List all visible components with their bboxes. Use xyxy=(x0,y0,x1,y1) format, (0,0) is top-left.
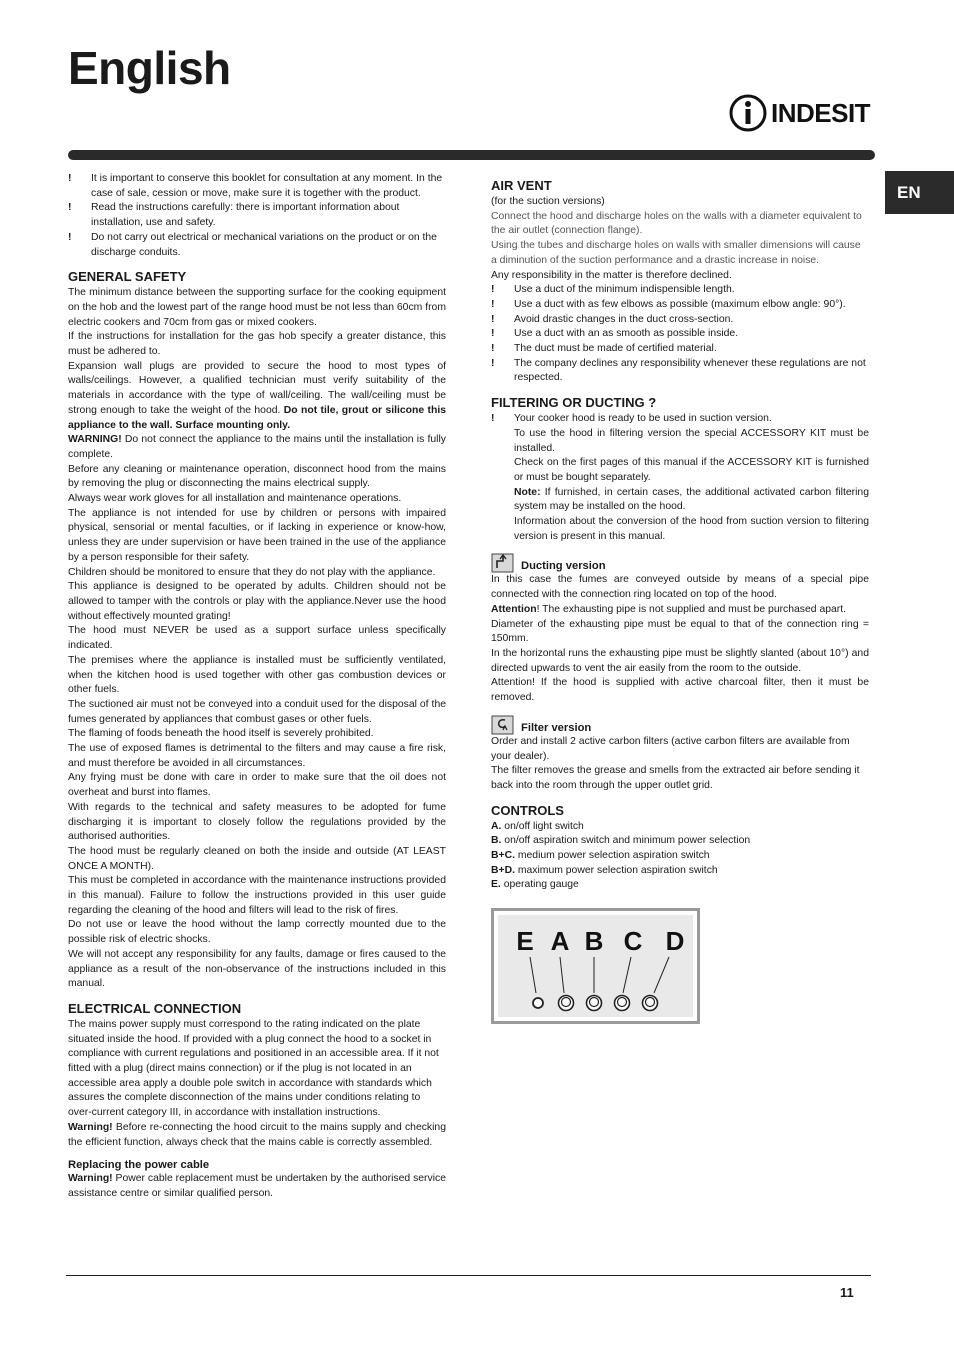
panel-label-a: A xyxy=(550,926,570,956)
note-paragraph: Note: If furnished, in certain cases, the additional activated carbon filtering system may be installed on the hood. xyxy=(514,486,869,513)
right-column xyxy=(491,172,869,893)
paragraph: The appliance is not intended for use by children or persons with impaired physical, sensorial or mental faculties, or if lacking in experience or know-how, unless they are under supervision or have been trained in the use of the appliance by a person responsible for their safety. xyxy=(68,507,446,563)
paragraph: The filter removes the grease and smells from the extracted air before sending it back into the room through the upper outlet grid. xyxy=(491,765,860,791)
panel-label-d: D xyxy=(665,926,685,956)
list-item: ! Do not carry out electrical or mechanical variations on the product or on the discharge conduits. xyxy=(68,231,446,260)
list-item: ! Your cooker hood is ready to be used in suction version. xyxy=(491,412,869,427)
paragraph: Expansion wall plugs are provided to secure the hood to most types of walls/ceilings. However, a qualified technician must verify suitability of the materials in accordance with the type of wall/ceiling. The wall/ceiling must be strong enough to take the weight of the hood. Do not tile, grout or silicone this appliance to the wall. Surface mounting only. xyxy=(68,360,446,431)
list-item: ! The duct must be made of certified material. xyxy=(491,342,869,357)
brand-name: INDESIT xyxy=(771,98,871,128)
list-item: ! Use a duct of the minimum indispensible length. xyxy=(491,283,869,298)
list-item: ! Use a duct with as few elbows as possible (maximum elbow angle: 90°). xyxy=(491,298,869,313)
paragraph: Attention! If the hood is supplied with active charcoal filter, then it must be removed. xyxy=(491,677,869,704)
warning-paragraph: Warning! Before re-connecting the hood circuit to the mains supply and checking the efficient function, always check that the mains cable is correctly assembled. xyxy=(68,1121,446,1148)
paragraph: Information about the conversion of the hood from suction version to filtering version is present in this manual. xyxy=(514,516,869,542)
control-item: A. on/off light switch xyxy=(491,820,584,832)
paragraph: Using the tubes and discharge holes on walls with smaller dimensions will cause a diminution of the suction performance and a drastic increase in noise. xyxy=(491,240,861,266)
paragraph: Any responsibility in the matter is therefore declined. xyxy=(491,269,732,281)
leader-line-a xyxy=(560,957,564,993)
paragraph: The premises where the appliance is installed must be sufficiently ventilated, when the kitchen hood is used together with other gas combustion devices or other fuels. xyxy=(68,654,446,696)
list-item: ! It is important to conserve this booklet for consultation at any moment. In the case of sale, cession or move, make sure it is together with the product. xyxy=(68,172,446,201)
paragraph: Any frying must be done with care in order to make sure that the oil does not overheat and burst into flames. xyxy=(68,772,446,799)
replacing-power-cable-heading: Replacing the power cable xyxy=(68,1159,210,1172)
filter-version-header xyxy=(491,713,869,735)
filter-recirculation-icon xyxy=(491,713,515,735)
filtering-heading: FILTERING OR DUCTING ? xyxy=(491,395,657,411)
leader-line-e xyxy=(530,957,536,993)
header-divider xyxy=(68,150,875,160)
list-item: ! Use a duct with an as smooth as possible inside. xyxy=(491,327,869,342)
panel-label-e: E xyxy=(516,926,534,956)
paragraph: In the horizontal runs the exhausting pipe must be slightly slanted (about 10°) and directed upwards to vent the air easily from the room to the outside. xyxy=(491,647,869,674)
language-tab: EN xyxy=(885,171,954,214)
paragraph: Diameter of the exhausting pipe must be equal to that of the connection ring = 150mm. xyxy=(491,618,869,645)
paragraph: In this case the fumes are conveyed outside by means of a special pipe connected with the connection ring located on top of the hood. xyxy=(491,574,869,601)
list-item: ! The company declines any responsibility whenever these regulations are not respected. xyxy=(491,357,869,386)
page-title: English xyxy=(68,42,231,94)
brand-logo xyxy=(728,94,870,132)
paragraph: The suctioned air must not be conveyed into a conduit used for the disposal of the fumes generated by appliances that combust gases or other fuels. xyxy=(68,698,446,725)
paragraph: Do not use or leave the hood without the lamp correctly mounted due to the possible risk of electric shocks. xyxy=(68,919,446,946)
electrical-connection-heading: ELECTRICAL CONNECTION xyxy=(68,1000,242,1016)
list-item: ! Avoid drastic changes in the duct cross-section. xyxy=(491,313,869,328)
paragraph: The use of exposed flames is detrimental to the filters and may cause a fire risk, and must therefore be avoided in all circumstances. xyxy=(68,743,446,769)
panel-label-b: B xyxy=(584,926,604,956)
ducting-icon xyxy=(491,551,515,573)
paragraph: Check on the first pages of this manual if the ACCESSORY KIT is furnished or must be bought separately. xyxy=(514,457,869,483)
ducting-version-header xyxy=(491,551,869,573)
control-item: B+D. maximum power selection aspiration switch xyxy=(491,864,718,876)
paragraph: The flaming of foods beneath the hood itself is severely prohibited. xyxy=(68,728,374,740)
paragraph: We will not accept any responsibility for any faults, damage or fires caused to the appliance as a result of the non-observance of the instructions included in this manual. xyxy=(68,948,446,990)
paragraph: This appliance is designed to be operated by adults. Children should not be allowed to tamper with the controls or play with the appliance.Never use the hood without effectively mounted grating! xyxy=(68,581,446,622)
paragraph: This must be completed in accordance with the maintenance instructions provided in this manual). Failure to follow the instructions provided in this user guide regarding the cleaning of the hood and filters will lead to the risk of fires. xyxy=(68,875,446,916)
filter-version-heading: Filter version xyxy=(521,721,592,734)
control-panel-face xyxy=(498,915,693,1017)
warning-paragraph: Warning! Power cable replacement must be undertaken by the authorised service assistance centre or similar qualified person. xyxy=(68,1173,446,1199)
left-column xyxy=(68,172,446,1202)
control-panel-diagram xyxy=(491,908,700,1024)
light-switch-button xyxy=(559,996,574,1011)
page-number: 11 xyxy=(840,1285,854,1300)
control-item: B. on/off aspiration switch and minimum power selection xyxy=(491,835,751,847)
paragraph: To use the hood in filtering version the special ACCESSORY KIT must be installed. xyxy=(514,427,869,454)
paragraph: (for the suction versions) xyxy=(491,196,605,207)
leader-line-d xyxy=(654,957,669,993)
paragraph: The minimum distance between the supporting surface for the cooking equipment on the hob and the lowest part of the range hood must be not less than 60cm from electric cookers and 70cm from gas or mixed cookers. xyxy=(68,287,446,328)
medium-power-button xyxy=(615,996,630,1011)
paragraph: The hood must be regularly cleaned on both the inside and outside (AT LEAST ONCE A MONTH). xyxy=(68,845,446,872)
general-safety-heading: GENERAL SAFETY xyxy=(68,269,187,285)
maximum-power-button xyxy=(643,996,658,1011)
footer-divider xyxy=(66,1275,871,1276)
paragraph: Always wear work gloves for all installation and maintenance operations. xyxy=(68,493,402,505)
paragraph: The hood must NEVER be used as a support surface unless specifically indicated. xyxy=(68,625,446,652)
intro-bullets xyxy=(68,172,446,260)
filtering-bullets xyxy=(491,412,869,427)
air-vent-bullets xyxy=(491,283,869,386)
control-item: B+C. medium power selection aspiration switch xyxy=(491,850,710,862)
paragraph: With regards to the technical and safety measures to be adopted for fume discharging it is important to closely follow the regulations provided by the authorised authorities. xyxy=(68,801,446,843)
indesit-logo-icon xyxy=(728,93,768,133)
paragraph: Before any cleaning or maintenance operation, disconnect hood from the mains by removing the plug or disconnecting the mains electrical supply. xyxy=(68,463,446,490)
controls-heading: CONTROLS xyxy=(491,802,564,818)
operating-gauge-light xyxy=(533,998,543,1008)
paragraph: Children should be monitored to ensure that they do not play with the appliance. xyxy=(68,566,436,578)
control-item: E. operating gauge xyxy=(491,879,579,891)
paragraph: Connect the hood and discharge holes on the walls with a diameter equivalent to the air outlet (connection flange). xyxy=(491,210,862,237)
leader-line-c xyxy=(623,957,631,993)
list-item: ! Read the instructions carefully: there is important information about installation, use and safety. xyxy=(68,201,446,230)
paragraph: If the instructions for installation for the gas hob specify a greater distance, this must be adhered to. xyxy=(68,331,446,358)
warning-paragraph: WARNING! Do not connect the appliance to the mains until the installation is fully complete. xyxy=(68,434,446,460)
air-vent-heading: AIR VENT xyxy=(491,178,552,193)
aspiration-switch-button xyxy=(587,996,602,1011)
panel-label-c: C xyxy=(623,926,643,956)
paragraph: Order and install 2 active carbon filters (active carbon filters are available from your dealer). xyxy=(491,735,850,762)
paragraph: The mains power supply must correspond to the rating indicated on the plate situated inside the hood. If provided with a plug connect the hood to a socket in compliance with current regulations and positioned in an accessible area. If it not fitted with a plug (direct mains connection) or if the plug is not located in an accessible area apply a double pole switch in accordance with standards which assures the complete disconnection of the mains under conditions relating to over-current category III, in accordance with installation instructions. xyxy=(68,1018,439,1119)
ducting-version-heading: Ducting version xyxy=(521,560,606,573)
attention-paragraph: Attention! The exhausting pipe is not supplied and must be purchased apart. xyxy=(491,603,847,615)
control-panel-lines xyxy=(498,915,693,1017)
